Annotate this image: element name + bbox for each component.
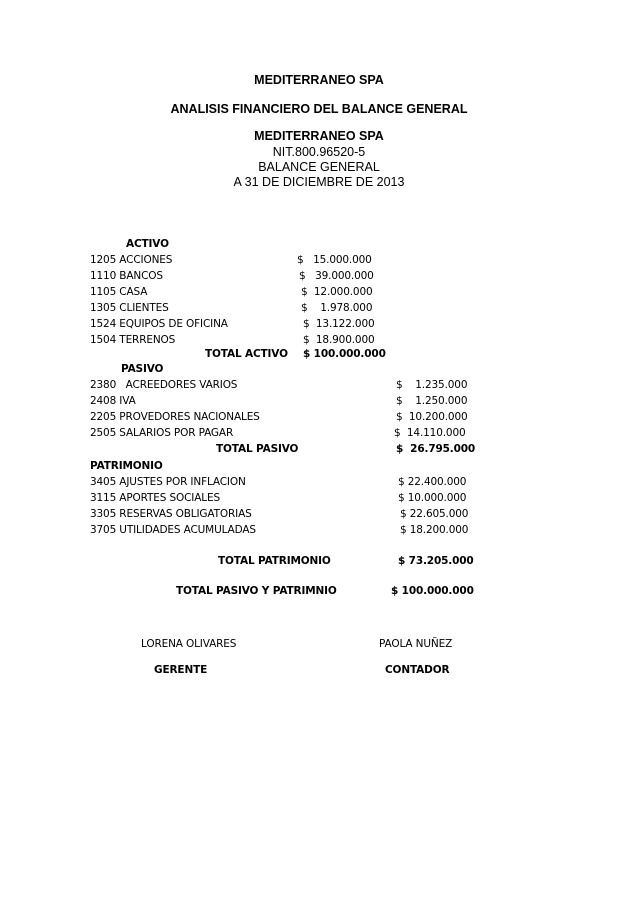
activo-account: 1305 CLIENTES xyxy=(90,302,169,314)
accountant-role: CONTADOR xyxy=(385,664,450,676)
company-name: MEDITERRANEO SPA xyxy=(254,129,384,143)
patrimonio-account: 3705 UTILIDADES ACUMULADAS xyxy=(90,524,256,536)
patrimonio-amount: $ 22.605.000 xyxy=(400,508,469,520)
patrimonio-amount: $ 22.400.000 xyxy=(398,476,467,488)
statement-date: A 31 DE DICIEMBRE DE 2013 xyxy=(233,175,405,189)
pasivo-account: 2380 ACREEDORES VARIOS xyxy=(90,379,238,391)
total-pasivo-patrimonio-amount: $ 100.000.000 xyxy=(391,585,474,597)
company-name-top: MEDITERRANEO SPA xyxy=(254,73,384,87)
accountant-name: PAOLA NUÑEZ xyxy=(379,638,453,650)
total-pasivo-patrimonio-label: TOTAL PASIVO Y PATRIMNIO xyxy=(176,585,337,597)
total-activo-amount: $ 100.000.000 xyxy=(303,348,386,360)
statement-title: BALANCE GENERAL xyxy=(258,160,380,174)
total-patrimonio-label: TOTAL PATRIMONIO xyxy=(218,555,331,567)
total-pasivo-label: TOTAL PASIVO xyxy=(216,443,299,455)
activo-amount: $ 15.000.000 xyxy=(297,254,372,266)
pasivo-amount: $ 14.110.000 xyxy=(394,427,466,439)
pasivo-amount: $ 10.200.000 xyxy=(396,411,468,423)
manager-name: LORENA OLIVARES xyxy=(141,638,237,650)
activo-account: 1524 EQUIPOS DE OFICINA xyxy=(90,318,228,330)
activo-account: 1504 TERRENOS xyxy=(90,334,176,346)
activo-heading: ACTIVO xyxy=(126,238,169,250)
analysis-title: ANALISIS FINANCIERO DEL BALANCE GENERAL xyxy=(170,102,468,116)
manager-role: GERENTE xyxy=(154,664,208,676)
patrimonio-amount: $ 18.200.000 xyxy=(400,524,469,536)
total-patrimonio-amount: $ 73.205.000 xyxy=(398,555,474,567)
patrimonio-account: 3405 AJUSTES POR INFLACION xyxy=(90,476,246,488)
patrimonio-heading: PATRIMONIO xyxy=(90,460,163,472)
patrimonio-account: 3115 APORTES SOCIALES xyxy=(90,492,220,504)
pasivo-account: 2205 PROVEDORES NACIONALES xyxy=(90,411,260,423)
activo-amount: $ 13.122.000 xyxy=(303,318,375,330)
total-activo-label: TOTAL ACTIVO xyxy=(205,348,288,360)
pasivo-amount: $ 1.250.000 xyxy=(396,395,468,407)
pasivo-account: 2408 IVA xyxy=(90,395,136,407)
activo-amount: $ 39.000.000 xyxy=(299,270,374,282)
activo-amount: $ 18.900.000 xyxy=(303,334,375,346)
activo-amount: $ 1.978.000 xyxy=(301,302,373,314)
patrimonio-amount: $ 10.000.000 xyxy=(398,492,467,504)
pasivo-account: 2505 SALARIOS POR PAGAR xyxy=(90,427,234,439)
pasivo-amount: $ 1.235.000 xyxy=(396,379,468,391)
total-pasivo-amount: $ 26.795.000 xyxy=(396,443,476,455)
activo-account: 1105 CASA xyxy=(90,286,148,298)
pasivo-heading: PASIVO xyxy=(121,363,164,375)
activo-account: 1205 ACCIONES xyxy=(90,254,173,266)
activo-account: 1110 BANCOS xyxy=(90,270,163,282)
activo-amount: $ 12.000.000 xyxy=(301,286,373,298)
patrimonio-account: 3305 RESERVAS OBLIGATORIAS xyxy=(90,508,252,520)
nit-number: NIT.800.96520-5 xyxy=(272,145,366,159)
